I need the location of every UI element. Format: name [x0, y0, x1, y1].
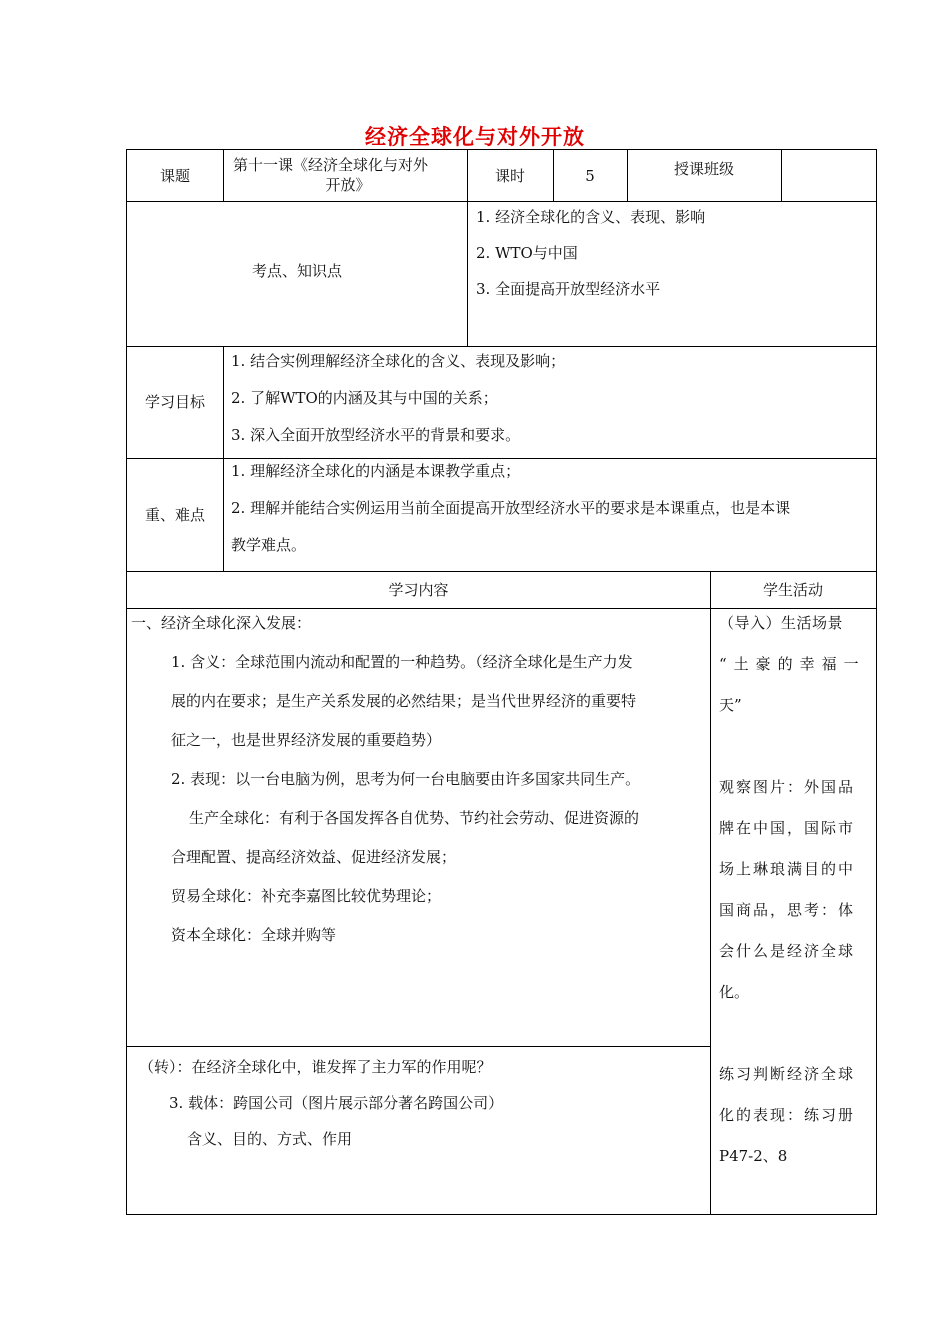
content-line: 2. 表现：以一台电脑为例，思考为何一台电脑要由许多国家共同生产。 — [171, 770, 641, 788]
goal-item: 3. 深入全面开放型经济水平的背景和要求。 — [231, 426, 521, 444]
hours-value: 5 — [585, 166, 595, 185]
col-divider — [223, 346, 224, 571]
activity-line: 化的表现：练习册 — [719, 1106, 856, 1124]
activity-header: 学生活动 — [762, 580, 823, 599]
key-points-list — [231, 460, 875, 556]
goal-item: 1. 结合实例理解经济全球化的含义、表现及影响； — [231, 352, 566, 370]
content-divider — [127, 1046, 710, 1047]
key-points-label: 重、难点 — [144, 505, 205, 524]
activity-line: “土豪的幸福一 — [719, 655, 866, 673]
content-line: 1. 含义：全球范围内流动和配置的一种趋势。（经济全球化是生产力发 — [171, 653, 633, 671]
activity-line — [719, 735, 869, 757]
activity-line — [719, 1022, 869, 1044]
knowledge-item: 3. 全面提高开放型经济水平 — [476, 280, 661, 298]
activity-line: P47-2、8 — [719, 1147, 788, 1165]
activity-line: 国商品，思考：体 — [719, 901, 856, 919]
transition-line: （转）：在经济全球化中，谁发挥了主力军的作用呢？ — [139, 1058, 492, 1076]
key-point-item: 2. 理解并能结合实例运用当前全面提高开放型经济水平的要求是本课重点，也是本课 — [231, 499, 791, 517]
activity-line: 牌在中国，国际市 — [719, 819, 856, 837]
activity-line: 会什么是经济全球 — [719, 942, 856, 960]
student-activities — [719, 612, 869, 1167]
knowledge-item: 1. 经济全球化的含义、表现、影响 — [476, 208, 706, 226]
activity-line: 观察图片：外国品 — [719, 778, 856, 796]
class-value[interactable] — [781, 150, 876, 201]
knowledge-label: 考点、知识点 — [251, 261, 342, 280]
key-point-item: 1. 理解经济全球化的内涵是本课教学重点； — [231, 462, 521, 480]
content-section-2 — [139, 1056, 707, 1150]
content-line: 展的内在要求；是生产关系发展的必然结果；是当代世界经济的重要特 — [171, 692, 637, 710]
knowledge-item: 2. WTO与中国 — [476, 244, 578, 262]
goals-list — [231, 350, 871, 446]
class-label: 授课班级 — [673, 160, 734, 178]
content-line: 资本全球化：全球并购等 — [171, 926, 337, 944]
activity-line: （导入）生活场景 — [719, 614, 844, 632]
content-line: 征之一，也是世界经济发展的重要趋势） — [171, 731, 442, 749]
activity-line: 场上琳琅满目的中 — [719, 860, 856, 878]
topic-value-line: 第十一课《经济全球化与对外 — [233, 156, 429, 174]
content-line: 合理配置、提高经济效益、促进经济发展； — [171, 848, 457, 866]
col-divider — [223, 150, 224, 201]
content-line: 3. 载体：跨国公司（图片展示部分著名跨国公司） — [169, 1094, 504, 1112]
lesson-plan-table — [126, 149, 877, 1215]
goals-label: 学习目标 — [144, 393, 205, 411]
goal-item: 2. 了解WTO的内涵及其与中国的关系； — [231, 389, 498, 407]
content-section-1 — [131, 612, 707, 946]
content-line: 含义、目的、方式、作用 — [187, 1130, 353, 1148]
knowledge-list — [476, 205, 871, 301]
section-heading: 一、经济全球化深入发展： — [131, 614, 312, 632]
topic-value-line: 开放》 — [325, 176, 371, 194]
topic-label: 课题 — [159, 166, 190, 185]
col-divider — [710, 571, 711, 1215]
activity-line: 练习判断经济全球 — [719, 1065, 856, 1083]
content-header: 学习内容 — [388, 580, 449, 599]
activity-line: 化。 — [719, 983, 750, 1001]
key-point-item: 教学难点。 — [231, 536, 307, 554]
hours-label: 课时 — [494, 166, 525, 185]
document-title: 经济全球化与对外开放 — [365, 124, 585, 149]
row-divider — [127, 458, 876, 459]
row-divider — [127, 608, 876, 609]
content-line: 贸易全球化：补充李嘉图比较优势理论； — [171, 887, 442, 905]
activity-line: 天” — [719, 696, 742, 714]
topic-value — [233, 155, 463, 195]
row-divider — [127, 346, 876, 347]
content-line: 生产全球化：有利于各国发挥各自优势、节约社会劳动、促进资源的 — [189, 809, 640, 827]
